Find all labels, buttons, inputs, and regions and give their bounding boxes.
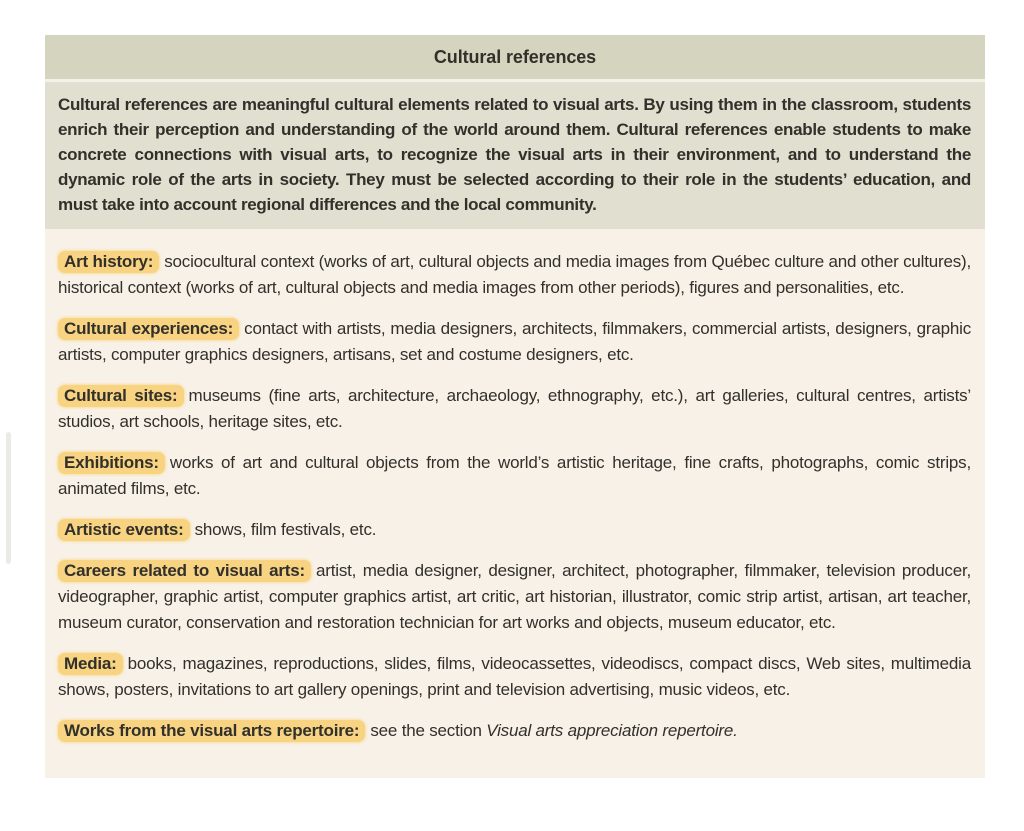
panel-title: Cultural references [433,46,597,67]
item-text: museums (fine arts, architecture, archaeology, ethnography, etc.), art galleries, cultural centres, artists’ studios, art schools, heritage sites, etc. [58,386,972,431]
item-label-highlight: Exhibitions: [58,452,165,474]
panel-header [45,35,985,82]
reference-item-cultural-sites [58,383,971,435]
reference-item-cultural-experiences [58,316,971,368]
reference-item-repertoire-works [58,718,971,744]
item-text: shows, film festivals, etc. [194,520,377,539]
cultural-references-panel [45,35,985,778]
reference-item-artistic-events [58,517,971,543]
item-label-highlight: Artistic events: [58,519,190,541]
intro-paragraph: Cultural references are meaningful cultural elements related to visual arts. By using them in the classroom, students enrich their perception and understanding of the world around them. Cultural references enable students to make concrete connections with visual arts, to recognize the visual arts in their environment, and to understand the dynamic role of the arts in society. They must be selected according to their role in the students’ education, and must take into account regional differences and the local community. [45,82,985,229]
item-label-highlight: Careers related to visual arts: [58,560,311,582]
scan-edge-artifact [6,432,11,564]
item-text: sociocultural context (works of art, cultural objects and media images from Québec culture and other cultures), historical context (works of art, cultural objects and media images from other periods), figures and personalities, etc. [58,252,972,297]
item-label-highlight: Media: [58,653,123,675]
item-label-highlight: Works from the visual arts repertoire: [58,720,365,742]
item-text-italic: Visual arts appreciation repertoire. [486,721,738,740]
item-text: books, magazines, reproductions, slides, films, videocassettes, videodiscs, compact discs, Web sites, multimedia shows, posters, invitations to art gallery openings, print and television advertising, music videos, etc. [58,654,971,699]
item-text: works of art and cultural objects from the world’s artistic heritage, fine crafts, photographs, comic strips, animated films, etc. [58,453,971,498]
reference-item-exhibitions [58,450,971,502]
item-label-highlight: Cultural sites: [58,385,184,407]
item-text: see the section [370,721,487,740]
panel-body [45,229,985,778]
reference-item-careers [58,558,971,636]
reference-item-art-history [58,249,971,301]
item-text: contact with artists, media designers, architects, filmmakers, commercial artists, designers, graphic artists, computer graphics designers, artisans, set and costume designers, etc. [58,319,972,364]
item-text: artist, media designer, designer, architect, photographer, filmmaker, television producer, videographer, graphic artist, computer graphics artist, art critic, art historian, illustrator, comic strip artist, artisan, art teacher, museum curator, conservation and restoration technician for art works and objects, museum educator, etc. [58,561,972,632]
item-label-highlight: Art history: [58,251,159,273]
item-label-highlight: Cultural experiences: [58,318,239,340]
reference-item-media [58,651,971,703]
